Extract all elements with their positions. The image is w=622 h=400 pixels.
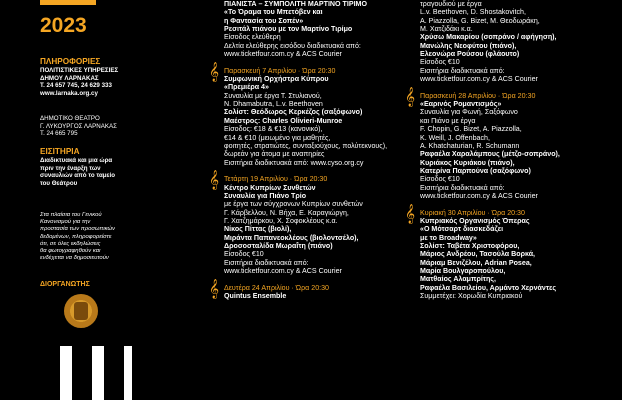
program-line: Χρύσω Μακαρίου (σοπράνο / αφήγηση),: [420, 33, 557, 42]
program-line: Ρεσιτάλ πιάνου με τον Μαρτίνο Τιρίμο: [224, 25, 353, 34]
theatre-phone: Τ. 24 665 795: [40, 130, 78, 138]
spacer: [420, 83, 620, 91]
tickets-block: [40, 147, 128, 187]
program-line: Είσοδος ελεύθερη: [224, 33, 281, 42]
program-line: με έργα των σύγχρονων Κυπρίων συνθετών: [224, 200, 363, 209]
program-line: Συναυλία με έργα Τ. Στυλιανού,: [224, 91, 322, 100]
organizers-heading: ΔΙΟΡΓΑΝΩΤΗΣ: [40, 281, 90, 288]
note-line: ενδέχεται να δημοσιευτούν: [40, 255, 109, 262]
tickets-heading: ΕΙΣΙΤΗΡΙΑ: [40, 147, 80, 156]
program-line: A. Piazzolla, G. Bizet, Μ. Θεοδωράκη,: [420, 16, 540, 25]
program-line: και Πιάνο με έργα: [420, 116, 476, 125]
program-line: Quintus Ensemble: [224, 292, 287, 301]
note-line: Κανονισμού για την: [40, 219, 91, 226]
note-line: ότι, σε όλες εκδηλώσεις: [40, 240, 101, 247]
program-line: www.ticketfour.com.cy & ACS Courier: [420, 191, 538, 200]
program-column-2: [405, 0, 620, 301]
note-line: Στα πλαίσια του Γενικού: [40, 212, 102, 218]
program-line: A. Khatchaturian, R. Schumann: [420, 141, 520, 150]
program-line: Νίκος Πίττας (βιολί),: [224, 225, 292, 234]
program-line: Ελεονώρα Ρούσου (φλάουτο): [420, 50, 520, 59]
program-line: Συμφωνική Ορχήστρα Κύπρου: [224, 75, 329, 84]
treble-clef-icon: 𝄞: [405, 86, 416, 107]
program-line: Είσοδος €10: [224, 250, 264, 259]
program-line: Είσοδος €10: [420, 58, 460, 67]
program-line: Μιράντα Παπανεοκλέους (βιολοντσέλο),: [224, 233, 359, 242]
organizers-block: [40, 280, 128, 290]
program-line: Μάριος Ανδρέου, Τασούλα Βορκά,: [420, 250, 536, 259]
theatre-line: ΔΗΜΟΤΙΚΟ ΘΕΑΤΡΟ: [40, 115, 100, 122]
treble-clef-icon: 𝄞: [405, 203, 416, 224]
program-line: Εισιτήρια διαδικτυακά από:: [224, 258, 309, 267]
program-line: L.v. Beethoven, D. Shostakovitch,: [420, 8, 526, 17]
top-accent-bar: [40, 0, 96, 5]
program-line: φοιτητές, στρατιώτες, συνταξιούχους, πολύτεκνους),: [224, 141, 388, 150]
program-line: Δελτία ελεύθερης εισόδου διαδικτυακά από:: [224, 41, 361, 50]
program-line: N. Dhamabutra, L.v. Beethoven: [224, 100, 323, 109]
tickets-line: του Θεάτρου: [40, 179, 78, 187]
program-line: «Το Όραμα του Μπετόβεν και: [224, 8, 323, 17]
program-line: Δροσοσταλίδα Μωραΐτη (πιάνο): [224, 241, 333, 250]
tickets-line: Διαδικτυακά και μια ώρα: [40, 157, 113, 164]
spacer: [420, 200, 620, 208]
tickets-line: πριν την έναρξη των: [40, 164, 101, 172]
sidebar: [0, 0, 126, 400]
program-line: €14 & €10 (μειωμένο για μαθητές,: [224, 133, 331, 142]
program-line: Συναυλία για Φωνή, Σαξόφωνο: [420, 108, 518, 117]
program-line: Κατερίνα Παρπούνα (σαξόφωνο): [420, 166, 531, 175]
program-line: η Φαντασία του Σοπέν»: [224, 16, 304, 25]
program-line: Μ. Χατζιδάκι κ.α.: [420, 25, 473, 34]
program-line: Είσοδος €10: [420, 175, 460, 184]
program-line: ΠΙΑΝΙΣΤΑ – ΣΥΜΠΟΛΙΤΗ ΜΑΡΤΙΝΟ ΤΙΡΙΜΟ: [224, 0, 367, 8]
program-line: Εισιτήρια διαδικτυακά από:: [420, 183, 505, 192]
info-website-link[interactable]: www.larnaka.org.cy: [40, 89, 98, 97]
program-line: «Εαρινός Ρομαντισμός»: [420, 100, 502, 109]
tickets-line: συναυλιών από το ταμείο: [40, 172, 115, 180]
program-line: Ματθαίος Αλαμπρίτης,: [420, 275, 496, 284]
event-date: Παρασκευή 7 Απριλίου · Ώρα 20:30: [224, 66, 336, 75]
program-line: Ραφαέλα Βασιλείου, Αρμάντο Χερνάντες: [420, 283, 557, 292]
piano-key: [92, 346, 104, 400]
program-line: Γ. Κάρβελλου, Ν. Βήχα, Ε. Καραγιώργη,: [224, 208, 349, 217]
event-date: Δευτέρα 24 Απριλίου · Ώρα 20:30: [224, 283, 330, 292]
program-line: Κυπριακός Οργανισμός Όπερας: [420, 216, 530, 225]
program-line: F. Chopin, G. Bizet, A. Piazzolla,: [420, 125, 522, 134]
spacer: [224, 167, 408, 175]
event-date: Παρασκευή 28 Απριλίου · Ώρα 20:30: [420, 91, 536, 100]
program-line: Συναυλία για Πιάνο Τρίο: [224, 191, 307, 200]
program-line: Είσοδος: €18 & €13 (κανονικό),: [224, 125, 323, 134]
info-block: [40, 57, 128, 97]
program-line: Γ. Χατζημάρκου, Χ. Σοφοκλέους κ.α.: [224, 216, 338, 225]
program-column-1: [209, 0, 408, 301]
program-line: Συμμετέχει: Χορωδία Κυπριακού: [420, 292, 523, 301]
program-line: δωρεάν για άτομα με αναπηρίες: [224, 150, 325, 159]
program-line: «Πρεμιέρα 4»: [224, 83, 269, 92]
piano-key: [124, 346, 132, 400]
treble-clef-icon: 𝄞: [209, 170, 220, 191]
piano-keys-graphic: [40, 346, 132, 400]
treble-clef-icon: 𝄞: [209, 278, 220, 299]
note-line: δεδομένων, πληροφορείστε: [40, 233, 112, 240]
program-line: Μανώλης Νεοφύτου (πιάνο),: [420, 41, 517, 50]
note-line: προστασία των προσωπικών: [40, 226, 116, 233]
theatre-block: [40, 115, 128, 138]
program-line: «Ο Μότσαρτ διασκεδάζει: [420, 225, 504, 234]
event-date: Τετάρτη 19 Απριλίου · Ώρα 20:30: [224, 175, 328, 184]
program-line: με το Broadway»: [420, 233, 477, 242]
municipal-seal-icon: [64, 294, 98, 328]
info-phone: Τ. 24 657 745, 24 629 333: [40, 82, 112, 90]
program-line: Σολίστ: Θεόδωρος Κερκέζος (σαξόφωνο): [224, 108, 363, 117]
program-line: Μαέστρος: Charles Olivieri-Munroe: [224, 116, 343, 125]
program-line: Κυριάκος Κυριάκου (πιάνο),: [420, 158, 515, 167]
program-line: www.ticketfour.com.cy & ACS Courier: [420, 75, 538, 84]
spacer: [224, 58, 408, 66]
program-line: K. Weill, J. Offenbach,: [420, 133, 490, 142]
event-date: Κυριακή 30 Απριλίου · Ώρα 20:30: [420, 208, 525, 217]
spacer: [224, 275, 408, 283]
program-line: Μάριαμ Βενιζέλου, Adrian Posea,: [420, 258, 532, 267]
program-line: τραγουδιού με έργα: [420, 0, 482, 8]
program-line: Εισιτήρια διαδικτυακά από:: [420, 66, 505, 75]
privacy-note: [40, 212, 128, 262]
note-line: θα φωτογραφηθούν και: [40, 248, 101, 255]
program-line: Εισιτήρια διαδικτυακά από: www.cyso.org.cy: [224, 158, 364, 167]
theatre-line: Γ. ΛΥΚΟΥΡΓΟΣ ΛΑΡΝΑΚΑΣ: [40, 122, 117, 130]
piano-key: [60, 346, 72, 400]
info-heading: ΠΛΗΡΟΦΟΡΙΕΣ: [40, 57, 101, 66]
info-line: ΠΟΛΙΤΙΣΤΙΚΕΣ ΥΠΗΡΕΣΙΕΣ: [40, 67, 119, 74]
program-line: Σολίστ: Ταβέτα Χριστοφόρου,: [420, 241, 520, 250]
program-line: www.ticketfour.com.cy & ACS Courier: [224, 50, 342, 59]
festival-year: 2023: [40, 14, 87, 37]
info-line: ΔΗΜΟΥ ΛΑΡΝΑΚΑΣ: [40, 74, 99, 82]
program-line: Ραφαέλα Χαραλάμπους (μέτζο-σοπράνο),: [420, 150, 560, 159]
program-line: www.ticketfour.com.cy & ACS Courier: [224, 267, 342, 275]
program-line: Κέντρο Κυπρίων Συνθετών: [224, 183, 316, 192]
treble-clef-icon: 𝄞: [209, 61, 220, 82]
program-line: Μαρία Βουλγαροπούλου,: [420, 267, 506, 275]
